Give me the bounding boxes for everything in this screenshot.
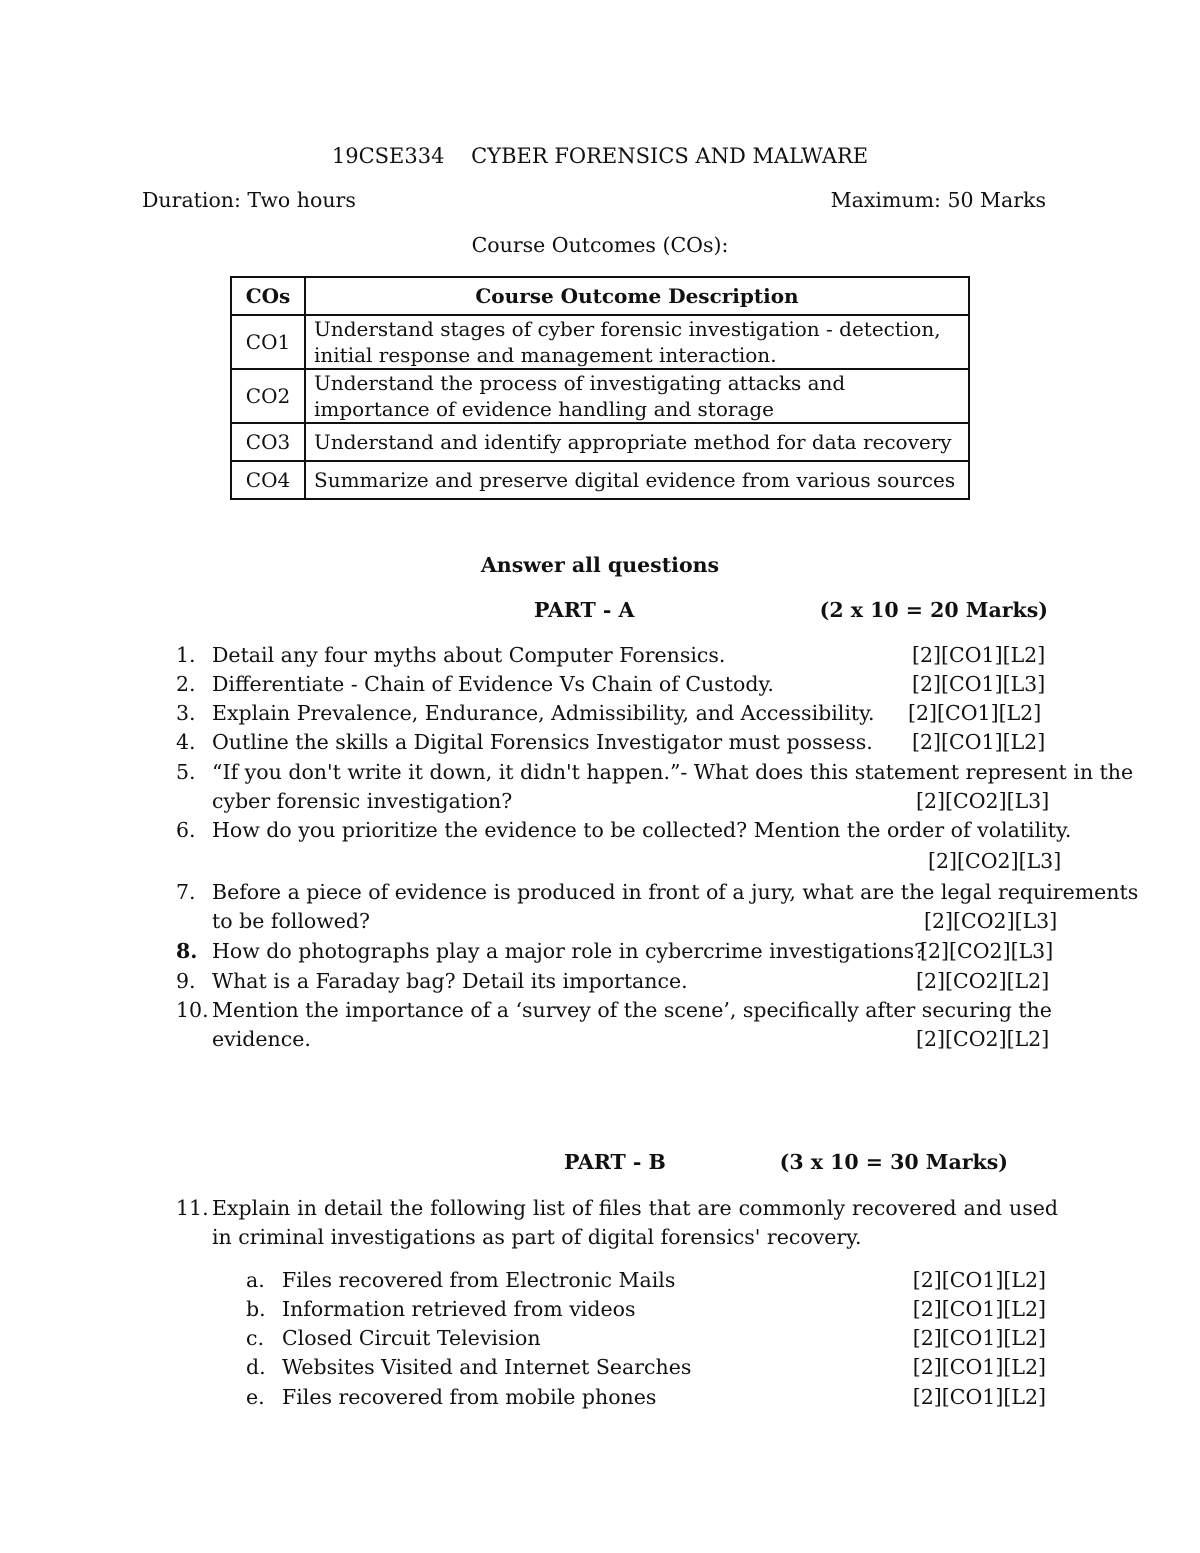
co-description: Understand stages of cyber forensic investigation - detection, initial response and management interaction. — [305, 315, 969, 369]
part-a-marks: (2 x 10 = 20 Marks) — [819, 598, 1048, 622]
co-id: CO3 — [231, 423, 305, 461]
question-marks: [2][CO2][L2] — [916, 969, 1050, 993]
table-header-row — [231, 277, 969, 315]
sub-question-letter: b. — [246, 1297, 266, 1321]
maximum-marks-label: Maximum: 50 Marks — [830, 188, 1046, 212]
question-item — [176, 1194, 1058, 1252]
sub-question-marks: [2][CO1][L2] — [912, 1326, 1046, 1350]
instructions: Answer all questions — [480, 553, 720, 577]
question-number: 2. — [176, 672, 196, 696]
question-number: 8. — [176, 939, 198, 963]
sub-question-text: Websites Visited and Internet Searches — [282, 1355, 692, 1379]
question-text: What is a Faraday bag? Detail its importance. — [212, 969, 688, 993]
sub-question-letter: e. — [246, 1385, 265, 1409]
table-row — [231, 315, 969, 369]
course-outcomes-heading: Course Outcomes (COs): — [471, 233, 729, 257]
question-text-continued: to be followed? — [212, 909, 371, 933]
table-row — [231, 369, 969, 423]
question-marks: [2][CO2][L3] — [916, 789, 1050, 813]
question-marks: [2][CO2][L2] — [916, 1027, 1050, 1051]
sub-question-item — [246, 1385, 656, 1409]
question-number: 5. — [176, 760, 196, 784]
course-outcomes-table — [230, 276, 970, 500]
question-number: 3. — [176, 701, 196, 725]
sub-question-marks: [2][CO1][L2] — [912, 1297, 1046, 1321]
question-number: 7. — [176, 880, 196, 904]
part-b-marks: (3 x 10 = 30 Marks) — [779, 1150, 1008, 1174]
sub-question-letter: c. — [246, 1326, 264, 1350]
question-number: 4. — [176, 730, 196, 754]
question-number: 11. — [176, 1196, 209, 1220]
question-marks: [2][CO2][L3] — [924, 909, 1058, 933]
sub-question-item — [246, 1268, 675, 1292]
table-row — [231, 423, 969, 461]
sub-question-text: Files recovered from mobile phones — [282, 1385, 657, 1409]
co-id: CO1 — [231, 315, 305, 369]
sub-question-text: Files recovered from Electronic Mails — [282, 1268, 676, 1292]
question-text: Differentiate - Chain of Evidence Vs Chain of Custody. — [212, 672, 774, 696]
co-id: CO2 — [231, 369, 305, 423]
question-text: Outline the skills a Digital Forensics Investigator must possess. — [212, 730, 873, 754]
co-id: CO4 — [231, 461, 305, 499]
question-marks: [2][CO1][L2] — [908, 701, 1042, 725]
part-b-title: PART - B — [564, 1150, 666, 1174]
co-description: Understand and identify appropriate method for data recovery — [305, 423, 969, 461]
description-column-header: Course Outcome Description — [305, 277, 969, 315]
duration-label: Duration: Two hours — [142, 188, 356, 212]
sub-question-marks: [2][CO1][L2] — [912, 1355, 1046, 1379]
sub-question-marks: [2][CO1][L2] — [912, 1385, 1046, 1409]
part-a-title: PART - A — [534, 598, 635, 622]
question-text: Before a piece of evidence is produced in front of a jury, what are the legal requirements — [212, 880, 1139, 904]
question-number: 6. — [176, 818, 196, 842]
cos-column-header: COs — [231, 277, 305, 315]
question-number: 9. — [176, 969, 196, 993]
question-marks: [2][CO1][L2] — [912, 730, 1046, 754]
question-text: How do photographs play a major role in cybercrime investigations? — [212, 939, 926, 963]
question-number: 10. — [176, 998, 209, 1022]
sub-question-letter: a. — [246, 1268, 265, 1292]
question-text: Explain Prevalence, Endurance, Admissibility, and Accessibility. — [212, 701, 875, 725]
sub-question-item — [246, 1297, 636, 1321]
sub-question-item — [246, 1355, 691, 1379]
question-text: How do you prioritize the evidence to be collected? Mention the order of volatility. — [212, 818, 1072, 842]
sub-question-text: Closed Circuit Television — [282, 1326, 541, 1350]
question-marks: [2][CO2][L3] — [928, 849, 1062, 873]
question-text: Mention the importance of a ‘survey of the scene’, specifically after securing the — [212, 998, 1052, 1022]
question-text: Explain in detail the following list of files that are commonly recovered and used in criminal investigations as part of digital forensics' recovery. — [212, 1196, 1058, 1249]
question-text-continued: evidence. — [212, 1027, 311, 1051]
question-text: “If you don't write it down, it didn't happen.”- What does this statement represent in the — [212, 760, 1134, 784]
co-description: Summarize and preserve digital evidence from various sources — [305, 461, 969, 499]
sub-question-letter: d. — [246, 1355, 266, 1379]
question-marks: [2][CO2][L3] — [920, 939, 1054, 963]
co-description: Understand the process of investigating attacks and importance of evidence handling and storage — [305, 369, 969, 423]
question-text-continued: cyber forensic investigation? — [212, 789, 513, 813]
question-marks: [2][CO1][L3] — [912, 672, 1046, 696]
question-number: 1. — [176, 643, 196, 667]
question-text: Detail any four myths about Computer Forensics. — [212, 643, 726, 667]
table-row — [231, 461, 969, 499]
course-title: 19CSE334 CYBER FORENSICS AND MALWARE — [331, 144, 869, 168]
sub-question-marks: [2][CO1][L2] — [912, 1268, 1046, 1292]
sub-question-text: Information retrieved from videos — [282, 1297, 636, 1321]
question-marks: [2][CO1][L2] — [912, 643, 1046, 667]
sub-question-item — [246, 1326, 541, 1350]
